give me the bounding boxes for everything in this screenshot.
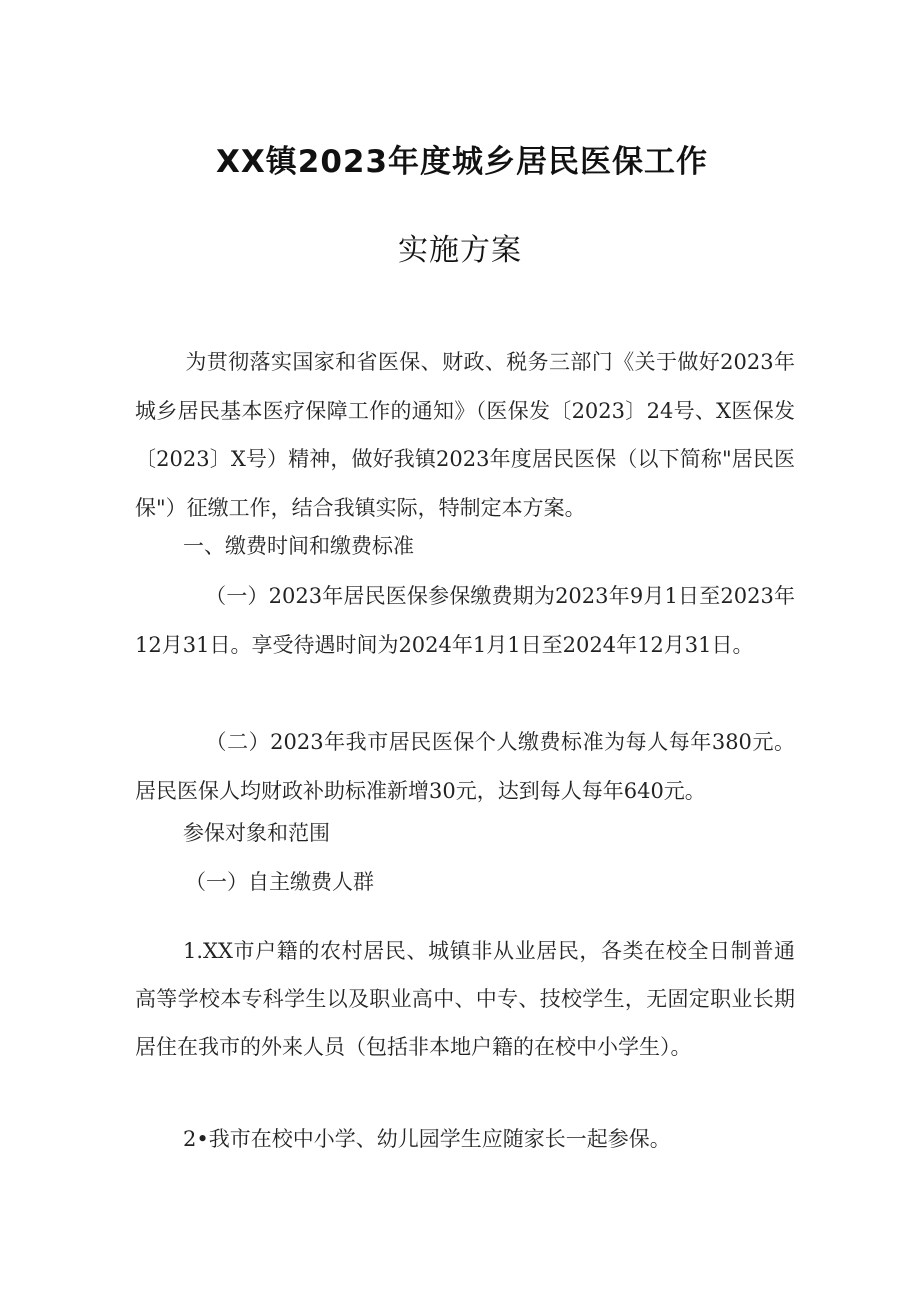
section1-item2 <box>135 718 795 815</box>
section1-heading: 一、缴费时间和缴费标准 <box>183 534 414 558</box>
section2-item1-text: 1.XX市户籍的农村居民、城镇非从业居民，各类在校全日制普通高等学校本专科学生以及职业高中、中专、技校学生，无固定职业长期居住在我市的外来人员（包括非本地户籍的在校中小学生）。 <box>135 939 795 1059</box>
section1-item2-text: （二）2023年我市居民医保个人缴费标准为每人每年380元。居民医保人均财政补助标准新增30元，达到每人每年640元。 <box>135 730 795 803</box>
intro-text: 为贯彻落实国家和省医保、财政、税务三部门《关于做好2023年城乡居民基本医疗保障工作的通知》（医保发〔2023〕24号、X医保发〔2023〕X号）精神，做好我镇2023年度居民医保（以下简称"居民医保"）征缴工作，结合我镇实际，特制定本方案。 <box>135 350 795 520</box>
section2-heading: 参保对象和范围 <box>183 821 330 845</box>
document-title-line1: XX镇2023年度城乡居民医保工作 <box>215 144 709 180</box>
section1-item1-text: （一）2023年居民医保参保缴费期为2023年9月1日至2023年12月31日。享受待遇时间为2024年1月1日至2024年12月31日。 <box>135 584 795 657</box>
document-title-line2: 实施方案 <box>398 233 522 268</box>
section2-item2: 2•我市在校中小学、幼儿园学生应随家长一起参保。 <box>183 1127 671 1151</box>
section2-item1 <box>135 927 795 1071</box>
section1-item1 <box>135 572 795 669</box>
intro-paragraph <box>135 338 795 532</box>
section2-subheading: （一）自主缴费人群 <box>185 870 374 894</box>
